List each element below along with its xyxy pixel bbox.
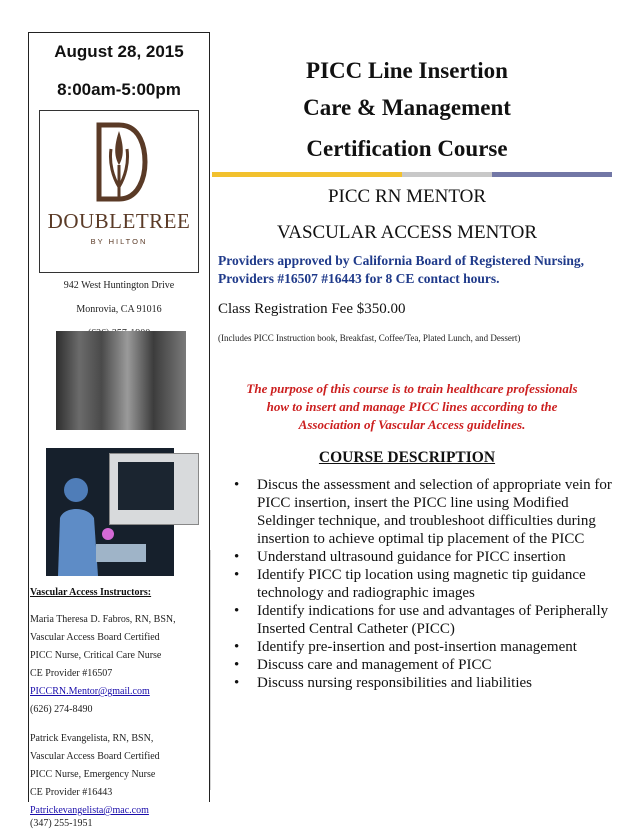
title-line-3: Certification Course bbox=[306, 136, 508, 161]
list-item bbox=[234, 602, 614, 638]
colorbar-segment-gold bbox=[212, 172, 402, 177]
bullet-icon: • bbox=[234, 675, 240, 691]
title-line-1: PICC Line Insertion bbox=[306, 58, 508, 83]
instructor-2-role: PICC Nurse, Emergency Nurse bbox=[30, 769, 156, 780]
bullet-icon: • bbox=[234, 639, 240, 655]
instructor-2-cert: Vascular Access Board Certified bbox=[30, 751, 160, 762]
bullet-icon: • bbox=[234, 549, 240, 565]
event-time: 8:00am-5:00pm bbox=[57, 80, 181, 99]
list-item bbox=[234, 638, 614, 656]
course-purpose bbox=[212, 380, 612, 434]
bullet-icon: • bbox=[234, 603, 240, 619]
instructor-2-provider: CE Provider #16443 bbox=[30, 787, 113, 798]
bullet-icon: • bbox=[234, 477, 240, 493]
purpose-line-2: how to insert and manage PICC lines according to the bbox=[266, 399, 558, 414]
instructor-2-email-link[interactable]: Patrickevangelista@mac.com bbox=[30, 805, 149, 816]
course-description-heading: COURSE DESCRIPTION bbox=[318, 449, 496, 466]
event-date: August 28, 2015 bbox=[54, 42, 184, 61]
purpose-line-3: Association of Vascular Access guidelines. bbox=[298, 417, 526, 432]
instructor-1-phone: (626) 274-8490 bbox=[30, 704, 93, 715]
doubletree-emblem-icon bbox=[40, 119, 198, 210]
organizer-line-2: VASCULAR ACCESS MENTOR bbox=[276, 222, 538, 243]
instructor-1-cert: Vascular Access Board Certified bbox=[30, 632, 160, 643]
logo-subtitle: BY HILTON bbox=[90, 237, 148, 246]
list-item bbox=[234, 548, 614, 566]
ultrasound-monitor-image bbox=[109, 453, 199, 525]
list-item-text: Discus the assessment and selection of appropriate vein for PICC insertion, insert the PICC line using Modified Seldinger technique, and troubleshoot difficulties during insertion to achieve optimal tip placement of the PICC bbox=[257, 477, 612, 547]
instructor-1-role: PICC Nurse, Critical Care Nurse bbox=[30, 650, 162, 661]
providers-approval: Providers approved by California Board of Registered Nursing, Providers #16507 #16443 for 8 CE contact hours. bbox=[218, 253, 585, 286]
list-item-text: Discuss nursing responsibilities and liabilities bbox=[257, 675, 532, 691]
colorbar-segment-slate bbox=[492, 172, 612, 177]
instructor-2-name: Patrick Evangelista, RN, BSN, bbox=[30, 733, 154, 744]
divider bbox=[210, 550, 211, 790]
xray-image bbox=[56, 331, 186, 430]
instructor-2-email[interactable] bbox=[30, 805, 149, 816]
purpose-line-1: The purpose of this course is to train healthcare professionals bbox=[246, 381, 578, 396]
list-item bbox=[234, 566, 614, 602]
list-item-text: Understand ultrasound guidance for PICC insertion bbox=[257, 549, 566, 565]
doubletree-logo bbox=[39, 110, 199, 273]
venue-address-2: Monrovia, CA 91016 bbox=[76, 304, 162, 315]
fee-includes: (Includes PICC Instruction book, Breakfast, Coffee/Tea, Plated Lunch, and Dessert) bbox=[218, 333, 521, 343]
instructor-1-email-link[interactable]: PICCRN.Mentor@gmail.com bbox=[30, 686, 150, 697]
registration-fee: Class Registration Fee $350.00 bbox=[218, 301, 406, 317]
list-item-text: Identify pre-insertion and post-insertion management bbox=[257, 639, 577, 655]
instructor-1-provider: CE Provider #16507 bbox=[30, 668, 113, 679]
list-item-text: Identify indications for use and advantages of Peripherally Inserted Central Catheter (PICC) bbox=[257, 603, 609, 637]
instructors-heading: Vascular Access Instructors: bbox=[30, 587, 152, 598]
list-item bbox=[234, 476, 614, 548]
bullet-icon: • bbox=[234, 567, 240, 583]
course-description-list bbox=[234, 476, 614, 692]
instructor-1-name: Maria Theresa D. Fabros, RN, BSN, bbox=[30, 614, 176, 625]
colorbar-segment-gray bbox=[402, 172, 492, 177]
instructor-1-email[interactable] bbox=[30, 686, 150, 697]
instructor-2-phone: (347) 255-1951 bbox=[30, 818, 93, 829]
organizer-line-1: PICC RN MENTOR bbox=[327, 186, 486, 207]
list-item-text: Identify PICC tip location using magnetic tip guidance technology and radiographic images bbox=[257, 567, 586, 601]
list-item bbox=[234, 674, 614, 692]
venue-address-1: 942 West Huntington Drive bbox=[63, 280, 175, 291]
list-item-text: Discuss care and management of PICC bbox=[257, 657, 492, 673]
monitor-screen bbox=[118, 462, 174, 510]
list-item bbox=[234, 656, 614, 674]
title-line-2: Care & Management bbox=[303, 95, 511, 120]
bullet-icon: • bbox=[234, 657, 240, 673]
logo-wordmark: DOUBLETREE bbox=[47, 209, 191, 233]
